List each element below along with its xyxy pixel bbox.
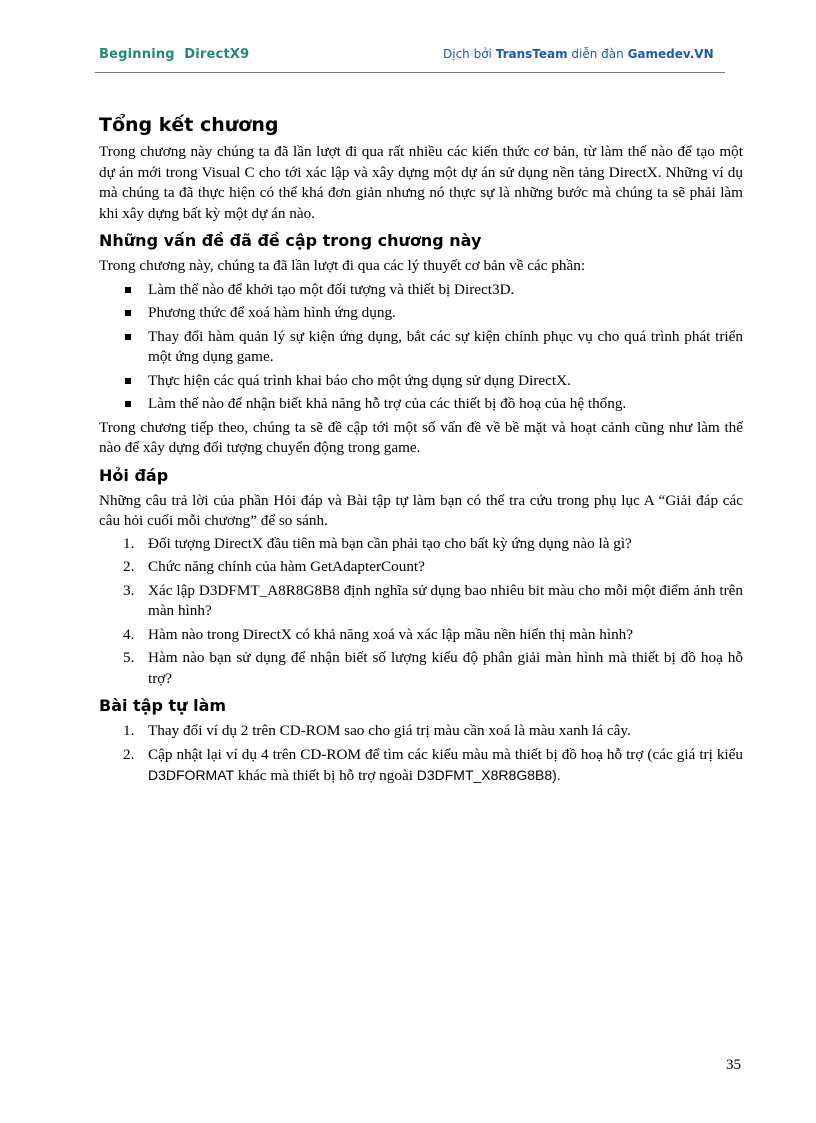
header-credit-prefix: Dịch bởi (443, 47, 496, 61)
topics-intro: Trong chương này, chúng ta đã lần lượt đi qua các lý thuyết cơ bản về các phần: (99, 257, 586, 274)
list-item (99, 327, 743, 368)
list-item (99, 581, 743, 622)
page-content (99, 113, 743, 790)
page-number: 35 (726, 1057, 741, 1073)
list-item (99, 625, 743, 646)
list-item (99, 303, 743, 324)
list-item-text: Thay đổi ví dụ 2 trên CD-ROM sao cho giá trị màu cần xoá là màu xanh lá cây. (148, 722, 631, 739)
item-number: 1. (123, 722, 135, 739)
item-number: 2. (123, 558, 135, 575)
topics-list (99, 280, 743, 415)
code-term: D3DFORMAT (148, 767, 235, 783)
item-number: 3. (123, 581, 135, 599)
list-item-text: Hàm nào bạn sử dụng để nhận biết số lượng kiểu độ phân giải màn hình mà thiết bị đồ hoạ hỗ trợ? (148, 649, 743, 687)
exercises-heading: Bài tập tự làm (99, 696, 227, 715)
square-bullet-icon (125, 334, 131, 340)
list-item-text: Thay đổi hàm quản lý sự kiện ứng dụng, bắt các sự kiện chính phục vụ cho quá trình phát triển một ứng dụng game. (148, 327, 743, 365)
topics-outro: Trong chương tiếp theo, chúng ta sẽ đề cập tới một số vấn đề về bề mặt và hoạt cảnh cũng như làm thế nào để xây dựng đối tượng chuyển động trong game. (99, 418, 743, 456)
list-item-text: Làm thế nào để nhận biết khả năng hỗ trợ của các thiết bị đồ hoạ của hệ thống. (148, 395, 627, 412)
list-item-text: Chức năng chính của hàm GetAdapterCount? (148, 558, 425, 575)
list-item (99, 745, 743, 787)
list-item (99, 648, 743, 689)
list-item (99, 394, 743, 415)
list-item-text: Cập nhật lại ví dụ 4 trên CD-ROM để tìm các kiểu màu mà thiết bị đồ hoạ hỗ trợ (các giá trị kiểu (148, 745, 743, 763)
header-credit (443, 47, 714, 61)
square-bullet-icon (125, 310, 131, 316)
qa-heading: Hỏi đáp (99, 465, 169, 485)
exercises-list (99, 721, 743, 787)
list-item (99, 280, 743, 301)
header-team-name: TransTeam (495, 47, 568, 61)
header-book-title: Beginning DirectX9 (99, 47, 250, 62)
list-item-text: Phương thức để xoá hàm hình ứng dụng. (148, 304, 396, 321)
summary-heading: Tổng kết chương (99, 114, 279, 136)
list-item-text: Đối tượng DirectX đầu tiên mà bạn cần phải tạo cho bất kỳ ứng dụng nào là gì? (148, 534, 632, 552)
qa-intro: Những câu trả lời của phần Hỏi đáp và Bài tập tự làm bạn có thể tra cứu trong phụ lục A “Giải đáp các câu hỏi cuối mỗi chương” để so sánh. (99, 491, 743, 529)
item-number: 4. (123, 625, 135, 643)
list-item-text: Làm thế nào để khởi tạo một đối tượng và thiết bị Direct3D. (148, 280, 515, 298)
summary-paragraph: Trong chương này chúng ta đã lần lượt đi qua rất nhiều các kiến thức cơ bản, từ làm thế nào để tạo một dự án mới trong Visual C cho tới xác lập và xây dựng một dự án sử dụng nền tảng DirectX. Những ví dụ mà chúng ta đã thực hiện có thể khá đơn giản nhưng nó thực sự là những bước mà chúng ta sẽ phải làm khi xây dựng bất kỳ một dự án nào. (99, 143, 743, 222)
header-site-name: Gamedev.VN (627, 47, 714, 61)
header-credit-middle: diễn đàn (567, 47, 628, 61)
list-item (99, 721, 743, 742)
list-item (99, 371, 743, 392)
square-bullet-icon (125, 287, 131, 293)
list-item-text: Xác lập D3DFMT_A8R8G8B8 định nghĩa sử dụng bao nhiêu bit màu cho mỗi một điểm ảnh trên màn hình? (148, 581, 743, 619)
list-item-text: khác mà thiết bị hỗ trợ ngoài (234, 767, 417, 784)
item-number: 1. (123, 534, 135, 552)
list-item (99, 557, 743, 578)
square-bullet-icon (125, 401, 131, 407)
item-number: 2. (123, 745, 135, 763)
list-item-text: Hàm nào trong DirectX có khả năng xoá và xác lập mầu nền hiển thị màn hình? (148, 625, 633, 643)
header-divider (95, 72, 725, 73)
topics-heading: Những vấn đề đã đề cập trong chương này (99, 231, 482, 250)
list-item-text: Thực hiện các quá trình khai báo cho một ứng dụng sử dụng DirectX. (148, 371, 571, 389)
qa-list (99, 534, 743, 690)
list-item (99, 534, 743, 555)
item-number: 5. (123, 649, 135, 666)
square-bullet-icon (125, 378, 131, 384)
code-term: D3DFMT_X8R8G8B8). (416, 767, 561, 783)
